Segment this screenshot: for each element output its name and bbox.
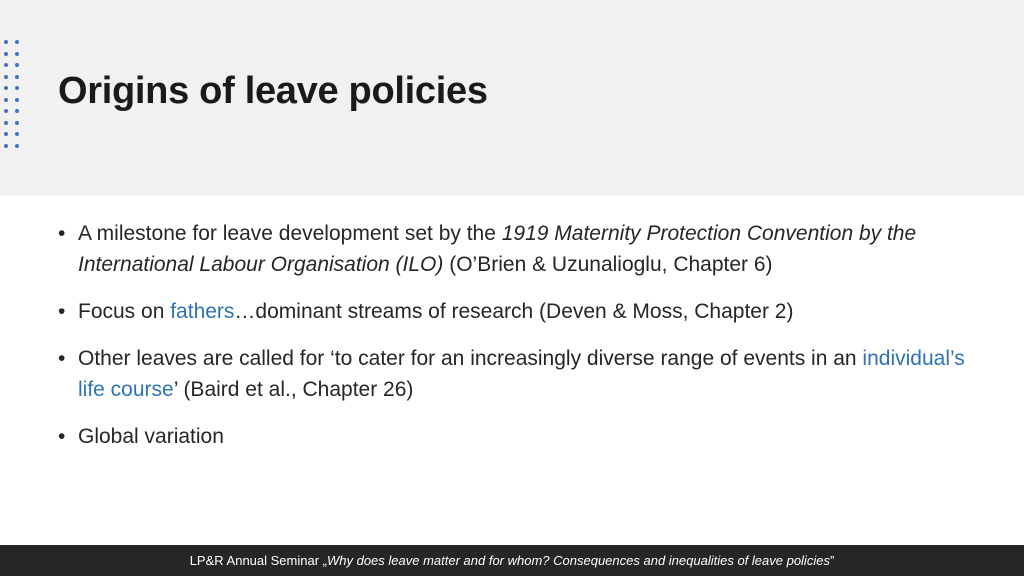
bullet-italic-text: 1919 Maternity Protection Convention by the International Labour Organisation (ILO) [78, 222, 917, 276]
bullet-text: A milestone for leave development set by the [78, 222, 502, 245]
bullet-text: ’ (Baird et al., Chapter 26) [173, 378, 414, 401]
dot [4, 75, 8, 79]
dot [15, 86, 19, 90]
bullet-highlight-text: fathers [170, 300, 235, 323]
dot [4, 109, 8, 113]
decorative-dot-grid [4, 40, 19, 148]
dot [15, 40, 19, 44]
footer-suffix: ” [829, 553, 835, 568]
bullet-text: (O’Brien & Uzunalioglu, Chapter 6) [443, 253, 773, 276]
dot [15, 75, 19, 79]
footer-prefix: LP&R Annual Seminar „ [189, 553, 327, 568]
bullet-item [58, 296, 978, 327]
dot [15, 109, 19, 113]
bullet-text: Other leaves are called for ‘to cater for an increasingly diverse range of events in an [78, 347, 863, 370]
footer-bar [0, 545, 1024, 576]
dot [15, 63, 19, 67]
dot [15, 144, 19, 148]
dot [15, 132, 19, 136]
slide-title: Origins of leave policies [58, 70, 488, 112]
dot [4, 121, 8, 125]
bullet-text: …dominant streams of research (Deven & Moss, Chapter 2) [234, 300, 794, 323]
dot [4, 98, 8, 102]
bullet-highlight-text: individual’s life course [78, 347, 965, 401]
bullet-item [58, 343, 978, 405]
footer-italic-title: Why does leave matter and for whom? Consequences and inequalities of leave policies [326, 553, 830, 568]
bullet-text: Focus on [78, 300, 171, 323]
dot [4, 144, 8, 148]
dot [4, 52, 8, 56]
dot [4, 40, 8, 44]
bullet-text: Global variation [78, 425, 224, 448]
dot [15, 98, 19, 102]
bullet-item [58, 421, 978, 452]
bullet-item [58, 218, 978, 280]
dot [4, 132, 8, 136]
bullet-list [58, 218, 978, 468]
dot [15, 121, 19, 125]
dot [4, 63, 8, 67]
dot [4, 86, 8, 90]
dot [15, 52, 19, 56]
